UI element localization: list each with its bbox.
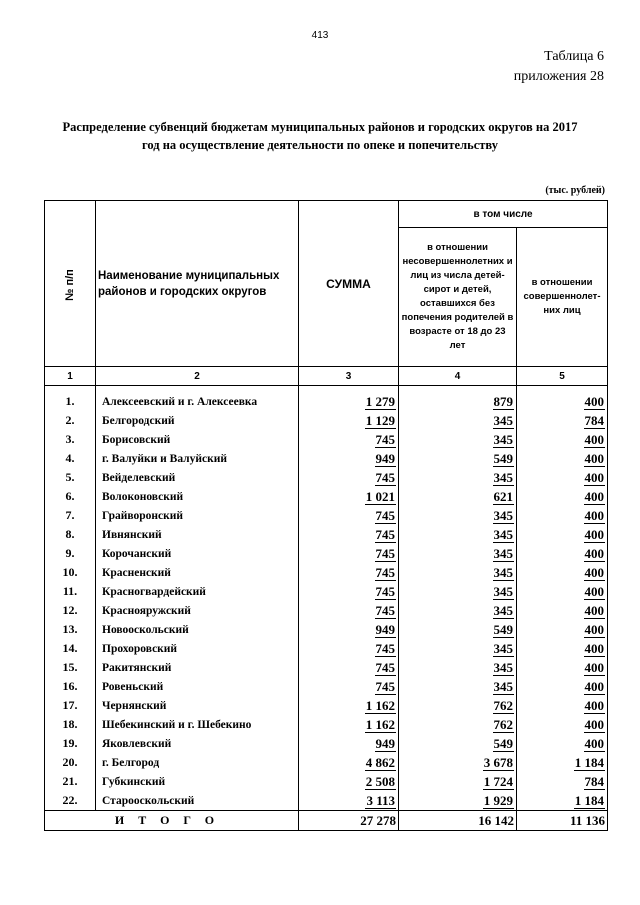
row-col4: 3 678	[483, 754, 513, 770]
row-col4-cell	[399, 715, 517, 734]
row-col5-cell	[517, 449, 608, 468]
row-sum: 745	[375, 507, 395, 523]
row-sum-cell	[299, 487, 399, 506]
row-sum: 1 279	[365, 393, 395, 409]
table-row	[45, 525, 608, 544]
row-number: 5.	[45, 468, 96, 487]
row-sum: 745	[375, 640, 395, 656]
total-row	[45, 811, 608, 831]
row-col5-cell	[517, 506, 608, 525]
row-sum-cell	[299, 677, 399, 696]
row-number: 21.	[45, 772, 96, 791]
table-ref-line2: приложения 28	[513, 69, 604, 84]
row-col5-cell	[517, 715, 608, 734]
row-col5: 784	[584, 773, 605, 789]
row-sum: 1 162	[365, 697, 395, 713]
row-col4-cell	[399, 449, 517, 468]
total-col5: 11 136	[517, 811, 608, 831]
row-sum: 3 113	[366, 792, 395, 808]
row-col5: 400	[584, 602, 605, 618]
row-col5: 400	[584, 545, 605, 561]
col-index: 5	[517, 367, 608, 386]
subvention-table	[44, 200, 608, 831]
row-col4-cell	[399, 734, 517, 753]
row-col4: 762	[493, 697, 513, 713]
row-col5: 400	[584, 716, 605, 732]
total-sum: 27 278	[299, 811, 399, 831]
row-col4: 345	[493, 564, 513, 580]
row-col5-cell	[517, 677, 608, 696]
row-col5: 1 184	[574, 754, 605, 770]
row-sum-cell	[299, 544, 399, 563]
row-sum: 745	[375, 583, 395, 599]
row-sum-cell	[299, 772, 399, 791]
row-name: Новооскольский	[96, 620, 299, 639]
row-name: Борисовский	[96, 430, 299, 449]
row-name: Грайворонский	[96, 506, 299, 525]
row-number: 8.	[45, 525, 96, 544]
row-number: 20.	[45, 753, 96, 772]
row-number: 3.	[45, 430, 96, 449]
total-col4: 16 142	[399, 811, 517, 831]
row-number: 7.	[45, 506, 96, 525]
row-col5-cell	[517, 601, 608, 620]
row-sum-cell	[299, 696, 399, 715]
row-col4: 549	[493, 450, 513, 466]
row-sum-cell	[299, 506, 399, 525]
total-label: ИТОГО	[45, 811, 299, 831]
row-col5-cell	[517, 544, 608, 563]
row-col4: 549	[493, 621, 513, 637]
row-col5: 400	[584, 469, 605, 485]
row-col4: 345	[493, 412, 513, 428]
row-col5: 400	[584, 393, 605, 409]
row-number: 13.	[45, 620, 96, 639]
table-row	[45, 791, 608, 811]
row-name: Вейделевский	[96, 468, 299, 487]
row-name: Волоконовский	[96, 487, 299, 506]
table-row	[45, 430, 608, 449]
table-row	[45, 677, 608, 696]
row-sum: 745	[375, 602, 395, 618]
row-sum-cell	[299, 411, 399, 430]
row-number: 18.	[45, 715, 96, 734]
row-col5-cell	[517, 791, 608, 811]
row-sum-cell	[299, 468, 399, 487]
row-col4: 345	[493, 545, 513, 561]
row-col4: 879	[493, 393, 513, 409]
row-number: 19.	[45, 734, 96, 753]
table-row	[45, 449, 608, 468]
row-sum-cell	[299, 525, 399, 544]
row-sum-cell	[299, 392, 399, 411]
row-col4-cell	[399, 696, 517, 715]
row-name: Белгородский	[96, 411, 299, 430]
row-col4: 345	[493, 469, 513, 485]
page-number: 413	[311, 30, 329, 41]
row-col5-cell	[517, 468, 608, 487]
row-number: 11.	[45, 582, 96, 601]
row-col4: 345	[493, 640, 513, 656]
row-sum: 1 129	[365, 412, 395, 428]
table-row	[45, 563, 608, 582]
row-sum: 745	[375, 659, 395, 675]
row-sum: 949	[375, 450, 395, 466]
row-col4: 1 929	[483, 792, 513, 808]
row-col4-cell	[399, 525, 517, 544]
header-col5: в отношении совершеннолет-них лиц	[517, 228, 608, 367]
row-sum-cell	[299, 753, 399, 772]
row-col4-cell	[399, 658, 517, 677]
row-col5: 1 184	[574, 792, 605, 808]
units-label: (тыс. рублей)	[545, 185, 605, 196]
row-col4: 345	[493, 526, 513, 542]
document-title	[30, 118, 610, 154]
row-number: 14.	[45, 639, 96, 658]
col-index: 4	[399, 367, 517, 386]
row-col4-cell	[399, 639, 517, 658]
row-col5-cell	[517, 392, 608, 411]
row-col5: 400	[584, 640, 605, 656]
table-row	[45, 601, 608, 620]
table-row	[45, 620, 608, 639]
header-including: в том числе	[399, 201, 608, 228]
table-row	[45, 487, 608, 506]
row-col4-cell	[399, 487, 517, 506]
row-col5: 400	[584, 507, 605, 523]
row-sum: 1 021	[365, 488, 395, 504]
row-col5: 400	[584, 659, 605, 675]
header-name: Наименование муниципальных районов и городских округов	[96, 201, 299, 367]
row-name: Шебекинский и г. Шебекино	[96, 715, 299, 734]
row-col4: 345	[493, 678, 513, 694]
col-index: 3	[299, 367, 399, 386]
header-num-label: № п/п	[63, 268, 76, 301]
row-col5-cell	[517, 582, 608, 601]
row-col5: 400	[584, 583, 605, 599]
row-number: 2.	[45, 411, 96, 430]
row-col5-cell	[517, 487, 608, 506]
table-row	[45, 658, 608, 677]
row-col5-cell	[517, 639, 608, 658]
row-number: 17.	[45, 696, 96, 715]
row-col4-cell	[399, 544, 517, 563]
table-row	[45, 582, 608, 601]
table-row	[45, 734, 608, 753]
row-sum: 4 862	[365, 754, 395, 770]
row-col4: 1 724	[483, 773, 513, 789]
row-name: Краснояружский	[96, 601, 299, 620]
row-sum: 2 508	[365, 773, 395, 789]
row-col5-cell	[517, 734, 608, 753]
row-col5-cell	[517, 772, 608, 791]
row-name: Алексеевский и г. Алексеевка	[96, 392, 299, 411]
row-sum-cell	[299, 639, 399, 658]
row-name: г. Валуйки и Валуйский	[96, 449, 299, 468]
row-col5: 400	[584, 735, 605, 751]
row-col4: 345	[493, 602, 513, 618]
row-sum: 745	[375, 564, 395, 580]
table-row	[45, 753, 608, 772]
row-col4: 345	[493, 507, 513, 523]
row-name: Ракитянский	[96, 658, 299, 677]
row-sum-cell	[299, 791, 399, 811]
col-index: 1	[45, 367, 96, 386]
row-col4-cell	[399, 468, 517, 487]
header-sum: СУММА	[299, 201, 399, 367]
row-name: Ровеньский	[96, 677, 299, 696]
row-col5-cell	[517, 620, 608, 639]
row-sum-cell	[299, 582, 399, 601]
row-sum-cell	[299, 449, 399, 468]
row-col4-cell	[399, 411, 517, 430]
row-col5: 400	[584, 431, 605, 447]
table-row	[45, 544, 608, 563]
row-col5: 400	[584, 621, 605, 637]
row-number: 9.	[45, 544, 96, 563]
row-sum-cell	[299, 430, 399, 449]
row-sum: 949	[375, 735, 395, 751]
row-number: 12.	[45, 601, 96, 620]
row-name: Ивнянский	[96, 525, 299, 544]
row-number: 15.	[45, 658, 96, 677]
header-col4: в отношении несовершеннолетних и лиц из числа детей-сирот и детей, оставшихся без попечения родителей в возрасте от 18 до 23 лет	[399, 228, 517, 367]
row-col4-cell	[399, 563, 517, 582]
row-col4: 549	[493, 735, 513, 751]
row-col5: 400	[584, 488, 605, 504]
row-col5-cell	[517, 658, 608, 677]
row-col4: 345	[493, 583, 513, 599]
row-col4-cell	[399, 753, 517, 772]
row-sum: 745	[375, 469, 395, 485]
table-body	[45, 386, 608, 811]
row-number: 10.	[45, 563, 96, 582]
table-row	[45, 639, 608, 658]
row-col4: 345	[493, 431, 513, 447]
row-sum: 745	[375, 545, 395, 561]
row-name: Красногвардейский	[96, 582, 299, 601]
row-col4: 762	[493, 716, 513, 732]
row-col4-cell	[399, 791, 517, 811]
row-sum: 745	[375, 678, 395, 694]
row-col5: 400	[584, 564, 605, 580]
table-ref-line1: Таблица 6	[544, 49, 604, 64]
table-row	[45, 411, 608, 430]
title-line2: год на осуществление деятельности по опеке и попечительству	[142, 138, 498, 152]
table-row	[45, 392, 608, 411]
header-num	[45, 201, 96, 367]
row-col4-cell	[399, 582, 517, 601]
row-col5-cell	[517, 411, 608, 430]
row-sum: 745	[375, 526, 395, 542]
row-sum-cell	[299, 620, 399, 639]
row-name: Прохоровский	[96, 639, 299, 658]
table-row	[45, 696, 608, 715]
row-col5-cell	[517, 430, 608, 449]
row-number: 4.	[45, 449, 96, 468]
row-col5-cell	[517, 525, 608, 544]
row-sum: 1 162	[365, 716, 395, 732]
row-name: Яковлевский	[96, 734, 299, 753]
row-sum-cell	[299, 658, 399, 677]
row-sum-cell	[299, 601, 399, 620]
row-number: 1.	[45, 392, 96, 411]
row-sum-cell	[299, 563, 399, 582]
row-col5: 400	[584, 697, 605, 713]
row-col4-cell	[399, 506, 517, 525]
table-reference	[514, 47, 604, 87]
row-col4-cell	[399, 677, 517, 696]
row-col4-cell	[399, 392, 517, 411]
row-col4: 345	[493, 659, 513, 675]
row-name: Чернянский	[96, 696, 299, 715]
table-row	[45, 506, 608, 525]
row-col5-cell	[517, 563, 608, 582]
row-sum: 949	[375, 621, 395, 637]
row-col5: 784	[584, 412, 605, 428]
row-col5-cell	[517, 696, 608, 715]
column-index-row	[45, 367, 608, 386]
table-row	[45, 715, 608, 734]
table-row	[45, 772, 608, 791]
row-name: г. Белгород	[96, 753, 299, 772]
row-sum-cell	[299, 734, 399, 753]
row-col4-cell	[399, 620, 517, 639]
title-line1: Распределение субвенций бюджетам муниципальных районов и городских округов на 2017	[62, 120, 578, 134]
row-col5: 400	[584, 450, 605, 466]
row-sum: 745	[375, 431, 395, 447]
row-name: Красненский	[96, 563, 299, 582]
row-col4: 621	[493, 488, 513, 504]
row-number: 22.	[45, 791, 96, 811]
row-name: Корочанский	[96, 544, 299, 563]
row-col5: 400	[584, 526, 605, 542]
row-col5-cell	[517, 753, 608, 772]
row-number: 6.	[45, 487, 96, 506]
table-row	[45, 468, 608, 487]
col-index: 2	[96, 367, 299, 386]
row-col4-cell	[399, 430, 517, 449]
row-sum-cell	[299, 715, 399, 734]
row-col4-cell	[399, 772, 517, 791]
row-col4-cell	[399, 601, 517, 620]
row-name: Старооскольский	[96, 791, 299, 811]
row-number: 16.	[45, 677, 96, 696]
row-name: Губкинский	[96, 772, 299, 791]
row-col5: 400	[584, 678, 605, 694]
